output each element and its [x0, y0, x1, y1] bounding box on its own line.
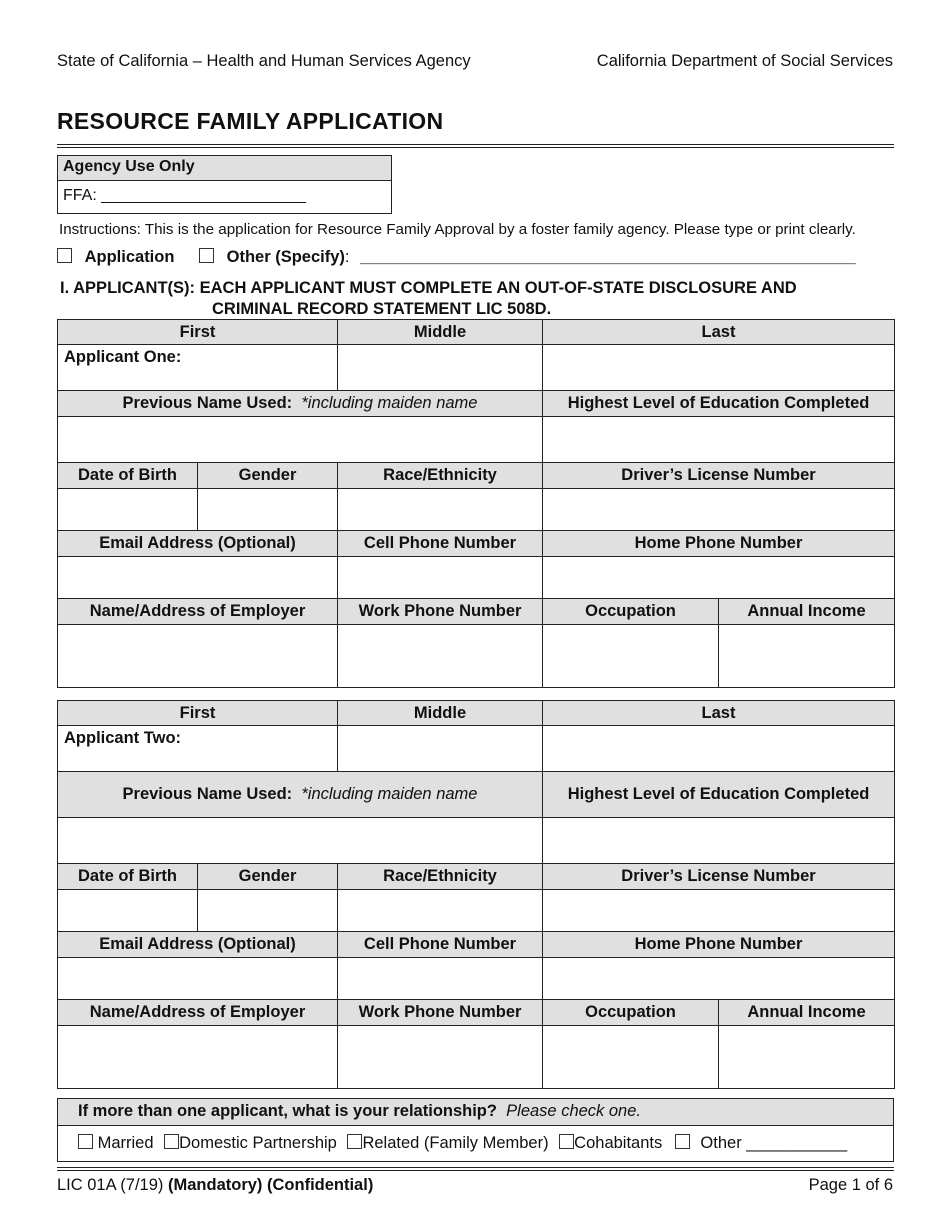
title-rule-2 — [57, 147, 894, 148]
applicant-two-gender-field[interactable] — [198, 890, 338, 932]
applicant-one-work-phone-field[interactable] — [338, 625, 543, 688]
cell-phone-header: Cell Phone Number — [338, 932, 543, 958]
applicant-one-employer-field[interactable] — [58, 625, 338, 688]
applicant-two-employer-field[interactable] — [58, 1026, 338, 1089]
applicant-one-education-field[interactable] — [543, 417, 895, 463]
education-header: Highest Level of Education Completed — [543, 772, 895, 818]
applicant-two-label: Applicant Two: — [64, 729, 182, 747]
dob-header: Date of Birth — [58, 463, 198, 489]
applicant-one-cell-phone-field[interactable] — [338, 557, 543, 599]
applicant-one-email-field[interactable] — [58, 557, 338, 599]
section-i-line-1: I. APPLICANT(S): EACH APPLICANT MUST COMPLETE AN OUT-OF-STATE DISCLOSURE AND — [60, 279, 797, 297]
other-relationship-field[interactable]: ___________ — [746, 1134, 848, 1152]
agency-use-box — [57, 155, 392, 214]
applicant-one-gender-field[interactable] — [198, 489, 338, 531]
last-name-header: Last — [543, 701, 895, 726]
occupation-header: Occupation — [543, 599, 719, 625]
page-number: Page 1 of 6 — [808, 1176, 893, 1194]
other-specify-colon: : — [344, 248, 350, 266]
dob-header: Date of Birth — [58, 864, 198, 890]
related-checkbox[interactable] — [347, 1134, 362, 1149]
agency-header: State of California – Health and Human Services Agency — [57, 52, 471, 70]
middle-name-header: Middle — [338, 320, 543, 345]
other-specify-label: Other (Specify) — [226, 248, 345, 266]
married-checkbox[interactable] — [78, 1134, 93, 1149]
applicant-one-first-name-field[interactable] — [58, 345, 338, 391]
section-i-line-2: CRIMINAL RECORD STATEMENT LIC 508D. — [212, 300, 552, 318]
other-relationship-checkbox[interactable] — [675, 1134, 690, 1149]
form-id: LIC 01A (7/19) — [57, 1176, 164, 1194]
ffa-value: _______________________ — [101, 187, 306, 204]
department-header: California Department of Social Services — [596, 52, 893, 70]
applicant-two-work-phone-field[interactable] — [338, 1026, 543, 1089]
relationship-header — [58, 1099, 893, 1126]
domestic-partnership-checkbox[interactable] — [164, 1134, 179, 1149]
work-phone-header: Work Phone Number — [338, 1000, 543, 1026]
applicant-one-previous-name-field[interactable] — [58, 417, 543, 463]
drivers-license-header: Driver’s License Number — [543, 463, 895, 489]
email-header: Email Address (Optional) — [58, 932, 338, 958]
last-name-header: Last — [543, 320, 895, 345]
annual-income-header: Annual Income — [719, 599, 895, 625]
ffa-field[interactable] — [58, 181, 391, 205]
applicant-two-education-field[interactable] — [543, 818, 895, 864]
applicant-two-annual-income-field[interactable] — [719, 1026, 895, 1089]
gender-header: Gender — [198, 864, 338, 890]
related-label: Related (Family Member) — [362, 1134, 549, 1152]
form-title: RESOURCE FAMILY APPLICATION — [57, 108, 444, 134]
applicant-one-annual-income-field[interactable] — [719, 625, 895, 688]
home-phone-header: Home Phone Number — [543, 531, 895, 557]
previous-name-label: Previous Name Used: — [122, 785, 293, 803]
applicant-one-occupation-field[interactable] — [543, 625, 719, 688]
home-phone-header: Home Phone Number — [543, 932, 895, 958]
domestic-partnership-label: Domestic Partnership — [179, 1134, 337, 1152]
relationship-note: Please check one. — [506, 1102, 641, 1120]
maiden-name-note: *including maiden name — [301, 785, 478, 803]
annual-income-header: Annual Income — [719, 1000, 895, 1026]
application-checkbox[interactable] — [57, 248, 72, 263]
form-flags: (Mandatory) (Confidential) — [168, 1176, 374, 1194]
ffa-label: FFA: — [63, 187, 97, 204]
section-i-heading — [60, 278, 797, 320]
other-specify-field[interactable]: ______________________________________________________ — [360, 248, 856, 266]
cell-phone-header: Cell Phone Number — [338, 531, 543, 557]
drivers-license-header: Driver’s License Number — [543, 864, 895, 890]
applicant-two-table — [57, 700, 895, 1089]
first-name-header: First — [58, 701, 338, 726]
gender-header: Gender — [198, 463, 338, 489]
applicant-one-label: Applicant One: — [64, 348, 182, 366]
email-header: Email Address (Optional) — [58, 531, 338, 557]
employer-header: Name/Address of Employer — [58, 599, 338, 625]
applicant-two-race-field[interactable] — [338, 890, 543, 932]
married-label: Married — [97, 1134, 154, 1152]
form-identifier — [57, 1176, 373, 1195]
race-header: Race/Ethnicity — [338, 463, 543, 489]
instructions-text: Instructions: This is the application for Resource Family Approval by a foster family agency. Please type or print clearly. — [59, 221, 856, 238]
cohabitants-label: Cohabitants — [574, 1134, 663, 1152]
maiden-name-note: *including maiden name — [301, 394, 478, 412]
work-phone-header: Work Phone Number — [338, 599, 543, 625]
application-type-row — [57, 248, 897, 267]
previous-name-header — [58, 391, 543, 417]
footer-rule-2 — [57, 1170, 894, 1171]
first-name-header: First — [58, 320, 338, 345]
applicant-one-dob-field[interactable] — [58, 489, 198, 531]
cohabitants-checkbox[interactable] — [559, 1134, 574, 1149]
applicant-one-race-field[interactable] — [338, 489, 543, 531]
employer-header: Name/Address of Employer — [58, 1000, 338, 1026]
application-label: Application — [84, 248, 175, 266]
applicant-one-middle-name-field[interactable] — [338, 345, 543, 391]
applicant-two-last-name-field[interactable] — [543, 726, 895, 772]
applicant-one-table — [57, 319, 895, 688]
relationship-options — [58, 1126, 893, 1153]
race-header: Race/Ethnicity — [338, 864, 543, 890]
applicant-two-home-phone-field[interactable] — [543, 958, 895, 1000]
applicant-one-last-name-field[interactable] — [543, 345, 895, 391]
footer-rule — [57, 1167, 894, 1168]
applicant-two-middle-name-field[interactable] — [338, 726, 543, 772]
other-relationship-label: Other — [700, 1134, 742, 1152]
other-specify-checkbox[interactable] — [199, 248, 214, 263]
education-header: Highest Level of Education Completed — [543, 391, 895, 417]
applicant-two-previous-name-field[interactable] — [58, 818, 543, 864]
title-rule — [57, 144, 894, 145]
relationship-box — [57, 1098, 894, 1162]
applicant-two-occupation-field[interactable] — [543, 1026, 719, 1089]
previous-name-label: Previous Name Used: — [122, 394, 293, 412]
middle-name-header: Middle — [338, 701, 543, 726]
occupation-header: Occupation — [543, 1000, 719, 1026]
applicant-two-dob-field[interactable] — [58, 890, 198, 932]
applicant-two-email-field[interactable] — [58, 958, 338, 1000]
applicant-two-drivers-license-field[interactable] — [543, 890, 895, 932]
relationship-question: If more than one applicant, what is your relationship? — [78, 1102, 497, 1120]
applicant-two-first-name-field[interactable] — [58, 726, 338, 772]
applicant-one-drivers-license-field[interactable] — [543, 489, 895, 531]
previous-name-header — [58, 772, 543, 818]
applicant-two-cell-phone-field[interactable] — [338, 958, 543, 1000]
agency-use-heading: Agency Use Only — [58, 156, 391, 181]
applicant-one-home-phone-field[interactable] — [543, 557, 895, 599]
